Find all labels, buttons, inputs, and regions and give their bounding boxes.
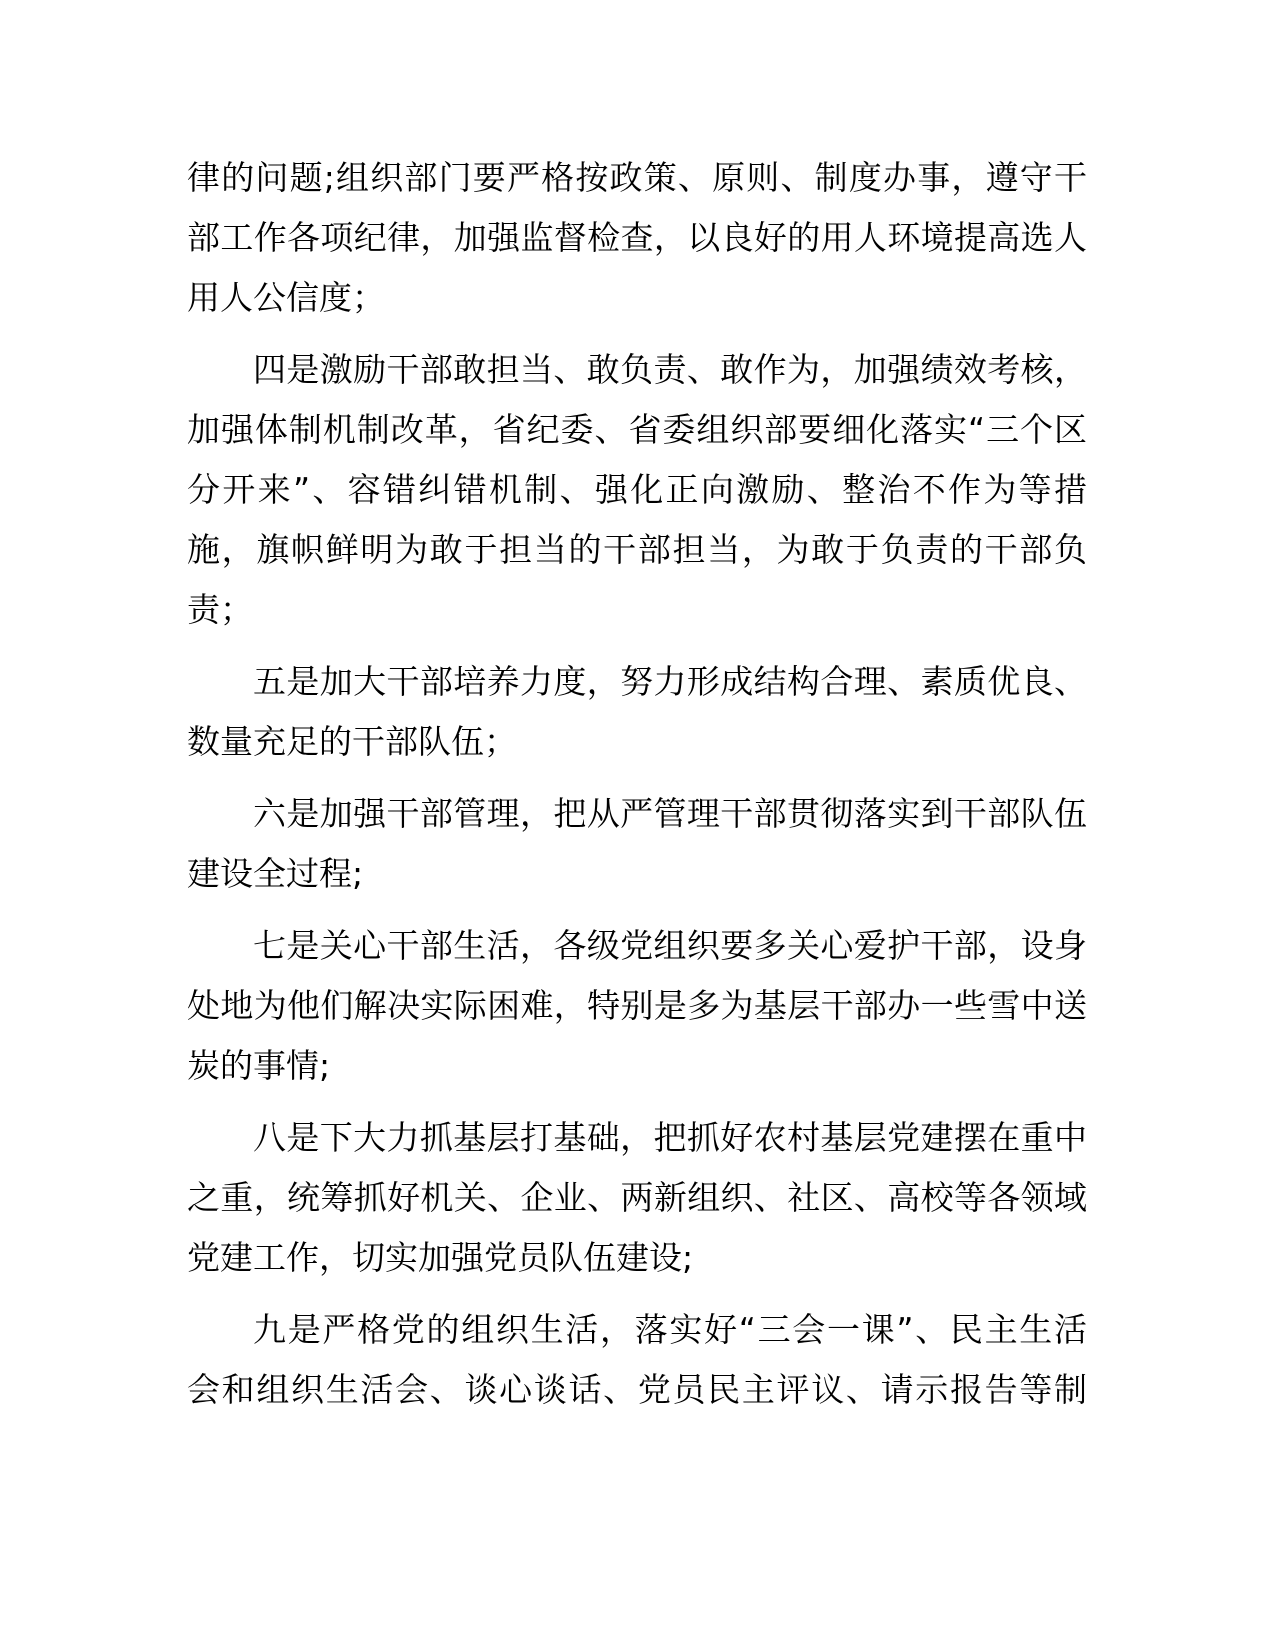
paragraph-4	[187, 784, 1087, 904]
paragraph-2	[187, 340, 1087, 640]
text-line: 建设全过程;	[187, 854, 364, 893]
text-line: 数量充足的干部队伍；	[187, 722, 517, 761]
text-line: 之重，统筹抓好机关、企业、两新组织、社区、高校等各领域	[187, 1178, 1087, 1217]
paragraph-1	[187, 148, 1087, 328]
text-line: 部工作各项纪律，加强监督检查，以良好的用人环境提高选人	[187, 218, 1087, 257]
text-line: 会和组织生活会、谈心谈话、党员民主评议、请示报告等制	[187, 1370, 1087, 1409]
text-line: 四是激励干部敢担当、敢负责、敢作为，加强绩效考核，	[253, 350, 1087, 389]
text-line: 用人公信度；	[187, 278, 385, 317]
text-line: 九是严格党的组织生活，落实好“三会一课”、民主生活	[253, 1310, 1087, 1349]
text-line: 党建工作，切实加强党员队伍建设;	[187, 1238, 694, 1277]
paragraph-7	[187, 1300, 1087, 1420]
text-line: 六是加强干部管理，把从严管理干部贯彻落实到干部队伍	[253, 794, 1087, 833]
paragraph-6	[187, 1108, 1087, 1288]
text-line: 处地为他们解决实际困难，特别是多为基层干部办一些雪中送	[187, 986, 1087, 1025]
text-line: 责；	[187, 590, 253, 629]
text-line: 分开来”、容错纠错机制、强化正向激励、整治不作为等措	[187, 470, 1087, 509]
document-body	[187, 148, 1087, 1432]
paragraph-3	[187, 652, 1087, 772]
text-line: 加强体制机制改革，省纪委、省委组织部要细化落实“三个区	[187, 410, 1087, 449]
text-line: 施，旗帜鲜明为敢于担当的干部担当，为敢于负责的干部负	[187, 530, 1087, 569]
text-line: 八是下大力抓基层打基础，把抓好农村基层党建摆在重中	[253, 1118, 1087, 1157]
text-line: 炭的事情;	[187, 1046, 331, 1085]
text-line: 律的问题;组织部门要严格按政策、原则、制度办事，遵守干	[187, 158, 1087, 197]
text-line: 七是关心干部生活，各级党组织要多关心爱护干部，设身	[253, 926, 1087, 965]
text-line: 五是加大干部培养力度，努力形成结构合理、素质优良、	[253, 662, 1087, 701]
paragraph-5	[187, 916, 1087, 1096]
